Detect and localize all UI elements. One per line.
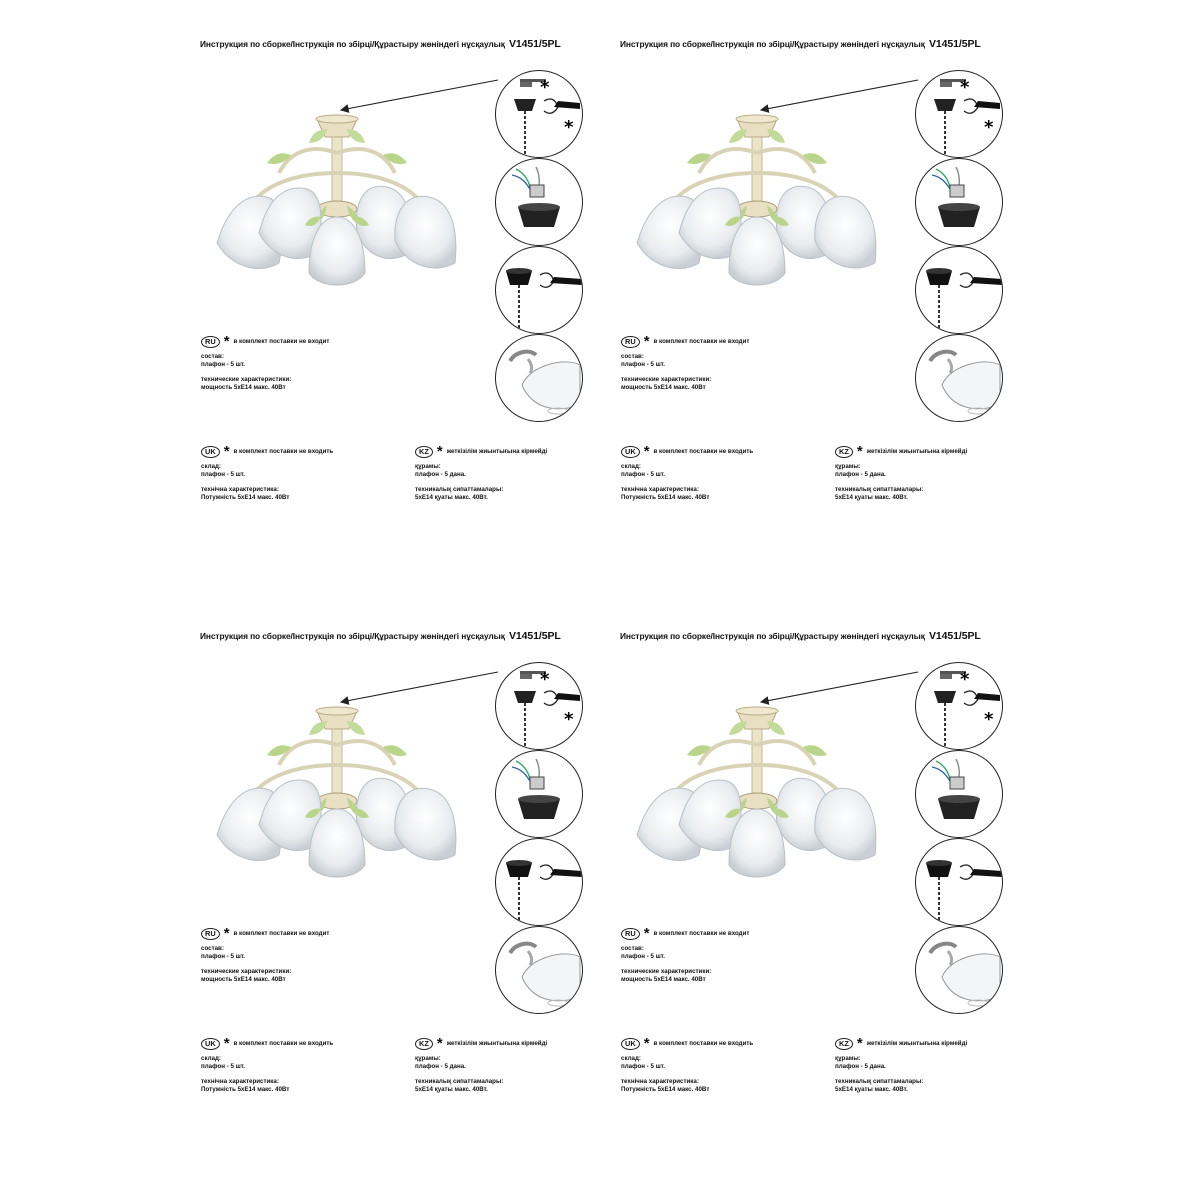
not-included-star: * [223,1035,230,1052]
kz-section [835,443,1045,503]
kz-not-included: жеткізілім жиынтығына кірмейді [446,1039,548,1047]
ru-contents-value: плафон - 5 шт. [201,953,245,961]
canopy-screw-icon [916,247,1002,333]
canopy-screw-icon [916,839,1002,925]
kz-specs-value: 5хЕ14 қуаты макс. 40Вт. [835,1086,908,1094]
step-wiring [495,158,583,246]
kz-specs-value: 5хЕ14 қуаты макс. 40Вт. [415,1086,488,1094]
kz-badge: KZ [415,446,433,458]
ru-section [621,333,831,393]
ru-contents-value: плафон - 5 шт. [201,361,245,369]
chandelier-image [629,705,884,900]
ru-contents-value: плафон - 5 шт. [621,361,665,369]
not-included-star: * [984,709,994,730]
uk-not-included: в комплект поставки не входить [233,447,334,455]
kz-contents-label: құрамы: [415,1055,441,1062]
instruction-panel [617,630,1037,1130]
kz-specs-label: техникалық сипаттамалары: [835,1077,924,1085]
not-included-star: * [960,669,970,690]
not-included-star: * [436,443,443,460]
kz-contents-label: құрамы: [415,463,441,470]
uk-specs-label: технічна характеристика: [621,485,699,493]
model-number: V1451/5PL [929,38,981,50]
kz-contents-value: плафон - 5 дана. [415,471,466,479]
kz-section [835,1035,1045,1095]
kz-contents-label: құрамы: [835,1055,861,1062]
wiring-terminal-icon [496,159,582,245]
shade-install-icon [496,335,582,421]
shade-install-icon [916,335,1002,421]
mounting-bracket-icon [496,71,582,157]
instruction-panel [617,38,1037,538]
canopy-screw-icon [496,839,582,925]
mounting-bracket-icon [916,71,1002,157]
ru-badge: RU [621,336,640,348]
kz-contents-value: плафон - 5 дана. [835,1063,886,1071]
uk-not-included: в комплект поставки не входить [653,447,754,455]
uk-specs-label: технічна характеристика: [621,1077,699,1085]
step-wiring [915,750,1003,838]
model-number: V1451/5PL [929,630,981,642]
not-included-star: * [856,443,863,460]
kz-section [415,1035,625,1095]
instruction-panel [197,630,617,1130]
model-number: V1451/5PL [509,630,561,642]
ru-specs-value: мощность 5хЕ14 макс. 40Вт [201,384,286,392]
step-canopy-screw [495,838,583,926]
not-included-star: * [643,333,650,350]
pointer-arrow-icon [335,670,500,705]
uk-specs-label: технічна характеристика: [201,1077,279,1085]
kz-contents-label: құрамы: [835,463,861,470]
kz-specs-label: техникалық сипаттамалары: [415,1077,504,1085]
not-included-star: * [643,925,650,942]
step-wiring [915,158,1003,246]
uk-contents-value: плафон - 5 шт. [621,471,665,479]
pointer-arrow-icon [335,78,500,113]
ru-specs-value: мощность 5хЕ14 макс. 40Вт [621,976,706,984]
uk-contents-label: склад: [201,463,221,470]
title-text: Инструкция по сборке/Інструкція по збірці/Құрастыру жөніндегі нұсқаулық [200,631,505,641]
step-mounting-bracket [495,70,583,158]
kz-not-included: жеткізілім жиынтығына кірмейді [446,447,548,455]
ru-contents-label: состав: [201,945,224,952]
chandelier-image [629,113,884,308]
kz-not-included: жеткізілім жиынтығына кірмейді [866,1039,968,1047]
step-mounting-bracket [495,662,583,750]
kz-specs-label: техникалық сипаттамалары: [835,485,924,493]
not-included-star: * [643,443,650,460]
ru-section [621,925,831,985]
uk-contents-value: плафон - 5 шт. [201,1063,245,1071]
ru-not-included: в комплект поставки не входит [653,929,750,937]
ru-contents-label: состав: [621,945,644,952]
instruction-title [620,38,981,50]
uk-contents-label: склад: [621,463,641,470]
pointer-arrow-icon [755,78,920,113]
ru-badge: RU [201,928,220,940]
uk-specs-value: Потужність 5хЕ14 макс. 40Вт [621,1086,710,1094]
uk-contents-label: склад: [621,1055,641,1062]
ru-specs-label: технические характеристики: [621,375,712,383]
not-included-star: * [960,77,970,98]
kz-badge: KZ [835,446,853,458]
uk-section [201,1035,411,1095]
title-text: Инструкция по сборке/Інструкція по збірці/Құрастыру жөніндегі нұсқаулық [620,39,925,49]
pointer-arrow-icon [755,670,920,705]
uk-badge: UK [621,446,640,458]
uk-specs-value: Потужність 5хЕ14 макс. 40Вт [201,1086,290,1094]
not-included-star: * [436,1035,443,1052]
not-included-star: * [643,1035,650,1052]
kz-specs-value: 5хЕ14 қуаты макс. 40Вт. [415,494,488,502]
mounting-bracket-icon [916,663,1002,749]
ru-not-included: в комплект поставки не входит [233,337,330,345]
step-mounting-bracket [915,70,1003,158]
not-included-star: * [223,925,230,942]
not-included-star: * [223,333,230,350]
step-wiring [495,750,583,838]
ru-specs-label: технические характеристики: [621,967,712,975]
step-canopy-screw [495,246,583,334]
instruction-panel [197,38,617,538]
step-shade-install [915,926,1003,1014]
kz-specs-value: 5хЕ14 қуаты макс. 40Вт. [835,494,908,502]
ru-contents-value: плафон - 5 шт. [621,953,665,961]
not-included-star: * [564,709,574,730]
chandelier-image [209,113,464,308]
ru-specs-value: мощность 5хЕ14 макс. 40Вт [201,976,286,984]
shade-install-icon [496,927,582,1013]
model-number: V1451/5PL [509,38,561,50]
not-included-star: * [564,117,574,138]
instruction-title [200,38,561,50]
ru-section [201,333,411,393]
ru-badge: RU [201,336,220,348]
kz-contents-value: плафон - 5 дана. [415,1063,466,1071]
uk-specs-value: Потужність 5хЕ14 макс. 40Вт [201,494,290,502]
uk-badge: UK [201,1038,220,1050]
uk-specs-value: Потужність 5хЕ14 макс. 40Вт [621,494,710,502]
instruction-title [620,630,981,642]
uk-specs-label: технічна характеристика: [201,485,279,493]
wiring-terminal-icon [496,751,582,837]
ru-specs-value: мощность 5хЕ14 макс. 40Вт [621,384,706,392]
title-text: Инструкция по сборке/Інструкція по збірці/Құрастыру жөніндегі нұсқаулық [620,631,925,641]
ru-specs-label: технические характеристики: [201,967,292,975]
kz-specs-label: техникалық сипаттамалары: [415,485,504,493]
ru-not-included: в комплект поставки не входит [653,337,750,345]
uk-section [621,1035,831,1095]
kz-badge: KZ [835,1038,853,1050]
mounting-bracket-icon [496,663,582,749]
instruction-title [200,630,561,642]
title-text: Инструкция по сборке/Інструкція по збірці/Құрастыру жөніндегі нұсқаулық [200,39,505,49]
step-canopy-screw [915,838,1003,926]
ru-not-included: в комплект поставки не входит [233,929,330,937]
kz-section [415,443,625,503]
uk-not-included: в комплект поставки не входить [653,1039,754,1047]
uk-contents-value: плафон - 5 шт. [621,1063,665,1071]
ru-specs-label: технические характеристики: [201,375,292,383]
kz-badge: KZ [415,1038,433,1050]
kz-not-included: жеткізілім жиынтығына кірмейді [866,447,968,455]
uk-not-included: в комплект поставки не входить [233,1039,334,1047]
not-included-star: * [540,77,550,98]
wiring-terminal-icon [916,751,1002,837]
uk-badge: UK [201,446,220,458]
ru-contents-label: состав: [621,353,644,360]
step-shade-install [915,334,1003,422]
uk-badge: UK [621,1038,640,1050]
step-shade-install [495,334,583,422]
shade-install-icon [916,927,1002,1013]
chandelier-image [209,705,464,900]
not-included-star: * [223,443,230,460]
canopy-screw-icon [496,247,582,333]
ru-badge: RU [621,928,640,940]
ru-contents-label: состав: [201,353,224,360]
step-canopy-screw [915,246,1003,334]
not-included-star: * [856,1035,863,1052]
not-included-star: * [984,117,994,138]
uk-contents-label: склад: [201,1055,221,1062]
uk-section [621,443,831,503]
uk-section [201,443,411,503]
ru-section [201,925,411,985]
step-shade-install [495,926,583,1014]
kz-contents-value: плафон - 5 дана. [835,471,886,479]
wiring-terminal-icon [916,159,1002,245]
step-mounting-bracket [915,662,1003,750]
not-included-star: * [540,669,550,690]
uk-contents-value: плафон - 5 шт. [201,471,245,479]
